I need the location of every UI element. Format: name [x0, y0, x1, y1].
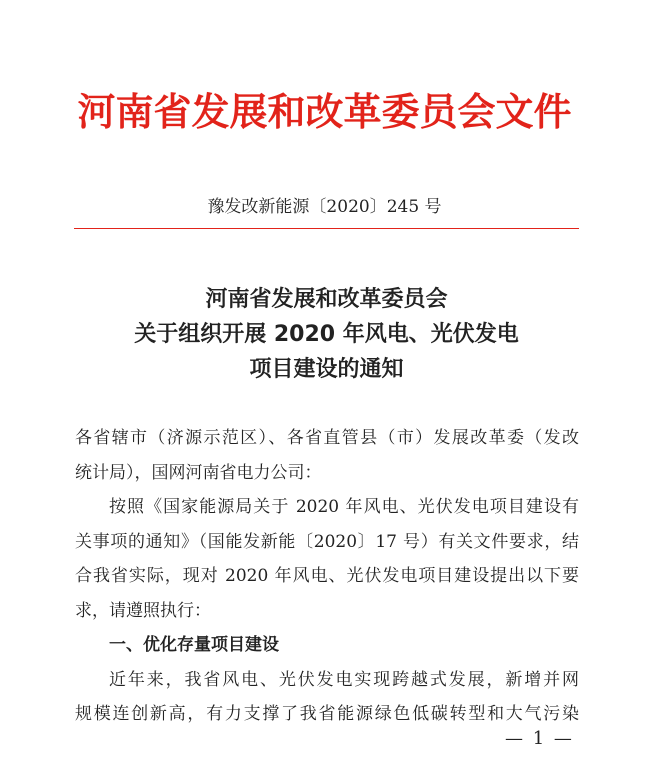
red-divider: [74, 228, 579, 229]
body-line: 按照《国家能源局关于 2020 年风电、光伏发电项目建设有: [109, 497, 579, 517]
title-line: 关于组织开展 2020 年风电、光伏发电: [134, 322, 519, 347]
body-line: 统计局），国网河南省电力公司：: [75, 462, 322, 483]
body-line: 规模连创新高，有力支撑了我省能源绿色低碳转型和大气污染: [75, 704, 579, 724]
body-line: 各省辖市（济源示范区）、各省直管县（市）发展改革委（发改: [75, 428, 579, 448]
title-line: 河南省发展和改革委员会: [205, 287, 448, 312]
document-body: [75, 421, 579, 732]
section-heading: 一、优化存量项目建设: [109, 635, 279, 655]
title-line: 项目建设的通知: [249, 357, 404, 382]
body-line: 关事项的通知》（国能发新能〔2020〕17 号）有关文件要求，结: [75, 531, 579, 552]
body-line: 合我省实际，现对 2020 年风电、光伏发电项目建设提出以下要: [75, 566, 579, 586]
body-line: 近年来，我省风电、光伏发电实现跨越式发展，新增并网: [109, 669, 579, 690]
document-title: [74, 282, 579, 387]
page-number: — 1 —: [505, 728, 574, 749]
issuer-title: 河南省发展和改革委员会文件: [77, 90, 572, 134]
body-line: 求，请遵照执行：: [75, 600, 211, 621]
document-number: 豫发改新能源〔2020〕245 号: [207, 197, 442, 217]
